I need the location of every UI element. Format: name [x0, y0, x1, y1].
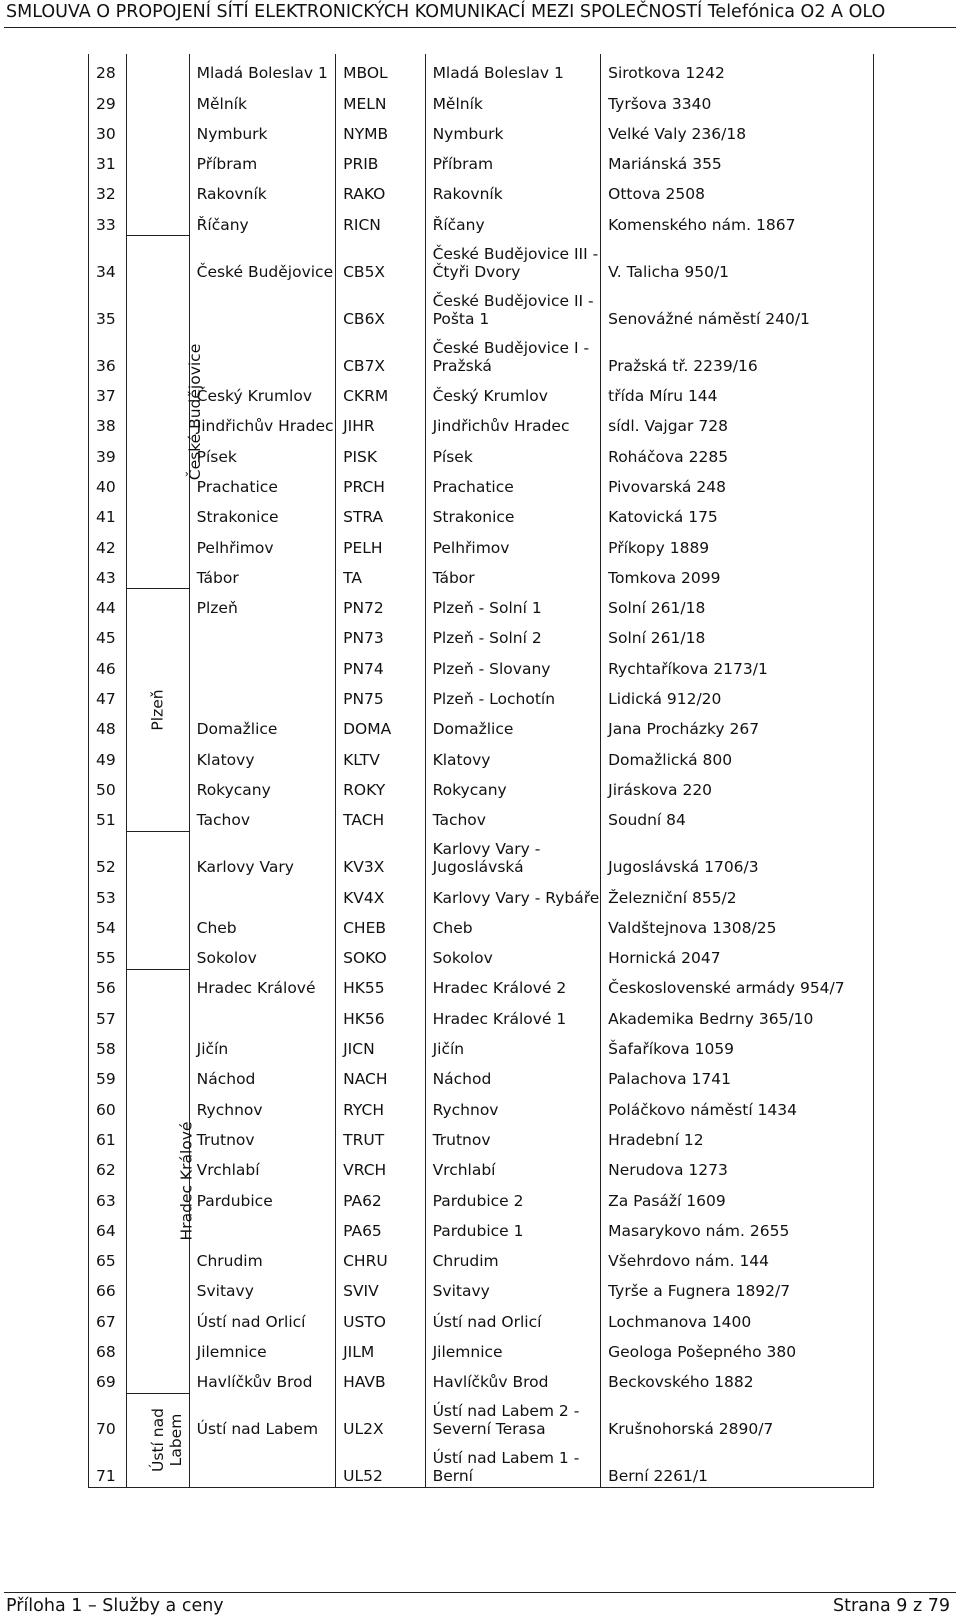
table-row [89, 407, 874, 437]
cell-city: Sokolov [189, 939, 335, 969]
cell-code: JICN [336, 1030, 425, 1060]
cell-address: Masarykovo nám. 2655 [601, 1212, 874, 1242]
table-row [89, 437, 874, 467]
cell-no: 68 [89, 1333, 127, 1363]
cell-code: SVIV [336, 1272, 425, 1302]
table-row [89, 1302, 874, 1332]
cell-site: Plzeň - Lochotín [425, 680, 601, 710]
cell-site: Ústí nad Labem 1 - Berní [425, 1440, 601, 1487]
cell-address: V. Talicha 950/1 [601, 236, 874, 283]
cell-no: 57 [89, 999, 127, 1029]
cell-city: Písek [189, 437, 335, 467]
cell-no: 46 [89, 649, 127, 679]
cell-city: Nymburk [189, 115, 335, 145]
table-row [89, 649, 874, 679]
cell-site: Chrudim [425, 1242, 601, 1272]
cell-city: Hradec Králové [189, 969, 335, 999]
cell-address: Poláčkovo náměstí 1434 [601, 1090, 874, 1120]
cell-address: Berní 2261/1 [601, 1440, 874, 1487]
cell-city [189, 330, 335, 377]
cell-city: Pelhřimov [189, 528, 335, 558]
cell-site: Český Krumlov [425, 377, 601, 407]
cell-city: Mladá Boleslav 1 [189, 54, 335, 84]
cell-city: Trutnov [189, 1121, 335, 1151]
cell-address: Lidická 912/20 [601, 680, 874, 710]
cell-code: UL52 [336, 1440, 425, 1487]
cell-site: Ústí nad Orlicí [425, 1302, 601, 1332]
cell-address: Pražská tř. 2239/16 [601, 330, 874, 377]
cell-site: Plzeň - Solní 2 [425, 619, 601, 649]
cell-address: Příkopy 1889 [601, 528, 874, 558]
cell-code: RAKO [336, 175, 425, 205]
cell-address: Tomkova 2099 [601, 559, 874, 589]
cell-site: Rychnov [425, 1090, 601, 1120]
cell-address: Tyrše a Fugnera 1892/7 [601, 1272, 874, 1302]
table-row [89, 330, 874, 377]
cell-site: Svitavy [425, 1272, 601, 1302]
table-row [89, 528, 874, 558]
cell-address: Valdštejnova 1308/25 [601, 909, 874, 939]
cell-city: Tábor [189, 559, 335, 589]
cell-site: Říčany [425, 205, 601, 235]
cell-code: UL2X [336, 1393, 425, 1440]
table-row [89, 1181, 874, 1211]
table-row [89, 680, 874, 710]
cell-address: Komenského nám. 1867 [601, 205, 874, 235]
cell-site: Jičín [425, 1030, 601, 1060]
cell-code: CHRU [336, 1242, 425, 1272]
cell-site: České Budějovice II - Pošta 1 [425, 283, 601, 330]
region-label: Hradec Králové [177, 1121, 196, 1241]
cell-code: PISK [336, 437, 425, 467]
cell-city: České Budějovice [189, 236, 335, 283]
cell-no: 34 [89, 236, 127, 283]
exchange-table [88, 54, 874, 1488]
cell-code: PELH [336, 528, 425, 558]
cell-site: Vrchlabí [425, 1151, 601, 1181]
region-label: České Budějovice [186, 344, 205, 481]
cell-no: 56 [89, 969, 127, 999]
region-cell [127, 831, 190, 969]
table-row [89, 801, 874, 831]
cell-city: Chrudim [189, 1242, 335, 1272]
cell-site: Tábor [425, 559, 601, 589]
cell-address: Železniční 855/2 [601, 878, 874, 908]
cell-address: Krušnohorská 2890/7 [601, 1393, 874, 1440]
cell-city: Prachatice [189, 468, 335, 498]
cell-address: Palachova 1741 [601, 1060, 874, 1090]
cell-city: Cheb [189, 909, 335, 939]
cell-address: Senovážné náměstí 240/1 [601, 283, 874, 330]
cell-no: 64 [89, 1212, 127, 1242]
cell-city: Svitavy [189, 1272, 335, 1302]
cell-code: PN74 [336, 649, 425, 679]
table-row [89, 740, 874, 770]
cell-no: 67 [89, 1302, 127, 1332]
cell-no: 50 [89, 771, 127, 801]
table-row [89, 1090, 874, 1120]
cell-address: Československé armády 954/7 [601, 969, 874, 999]
cell-site: Karlovy Vary - Jugoslávská [425, 831, 601, 878]
cell-site: Plzeň - Slovany [425, 649, 601, 679]
table-row [89, 115, 874, 145]
cell-no: 35 [89, 283, 127, 330]
cell-address: Nerudova 1273 [601, 1151, 874, 1181]
cell-site: Sokolov [425, 939, 601, 969]
cell-code: CKRM [336, 377, 425, 407]
table-row [89, 999, 874, 1029]
region-cell [127, 969, 196, 1393]
table-row [89, 710, 874, 740]
cell-no: 54 [89, 909, 127, 939]
cell-city: Český Krumlov [189, 377, 335, 407]
cell-city: Jindřichův Hradec [189, 407, 335, 437]
cell-address: Geologa Pošepného 380 [601, 1333, 874, 1363]
cell-no: 62 [89, 1151, 127, 1181]
cell-code: HK56 [336, 999, 425, 1029]
cell-site: Domažlice [425, 710, 601, 740]
cell-address: sídl. Vajgar 728 [601, 407, 874, 437]
cell-address: Tyršova 3340 [601, 84, 874, 114]
table-row [89, 1393, 874, 1440]
cell-city [189, 619, 335, 649]
table-row [89, 1242, 874, 1272]
region-cell [127, 236, 205, 589]
cell-no: 39 [89, 437, 127, 467]
cell-no: 55 [89, 939, 127, 969]
cell-code: HK55 [336, 969, 425, 999]
table-row [89, 498, 874, 528]
cell-city: Náchod [189, 1060, 335, 1090]
cell-no: 58 [89, 1030, 127, 1060]
cell-city [189, 1440, 335, 1487]
cell-no: 30 [89, 115, 127, 145]
cell-code: PN75 [336, 680, 425, 710]
cell-site: Havlíčkův Brod [425, 1363, 601, 1393]
table-row [89, 1212, 874, 1242]
table-row [89, 1151, 874, 1181]
table-row [89, 559, 874, 589]
cell-city: Říčany [189, 205, 335, 235]
cell-no: 59 [89, 1060, 127, 1090]
cell-no: 32 [89, 175, 127, 205]
cell-code: PN73 [336, 619, 425, 649]
cell-no: 28 [89, 54, 127, 84]
table-row [89, 619, 874, 649]
cell-code: KV3X [336, 831, 425, 878]
table-row [89, 939, 874, 969]
cell-no: 41 [89, 498, 127, 528]
cell-code: STRA [336, 498, 425, 528]
cell-city: Mělník [189, 84, 335, 114]
table-row [89, 589, 874, 619]
cell-city [189, 680, 335, 710]
cell-site: Náchod [425, 1060, 601, 1090]
cell-no: 40 [89, 468, 127, 498]
cell-no: 69 [89, 1363, 127, 1393]
table-row [89, 175, 874, 205]
cell-no: 38 [89, 407, 127, 437]
cell-city: Ústí nad Labem [189, 1393, 335, 1440]
cell-city: Klatovy [189, 740, 335, 770]
cell-code: RICN [336, 205, 425, 235]
cell-no: 66 [89, 1272, 127, 1302]
cell-city: Havlíčkův Brod [189, 1363, 335, 1393]
region-label: Plzeň [148, 689, 167, 731]
cell-site: Cheb [425, 909, 601, 939]
cell-city: Jilemnice [189, 1333, 335, 1363]
cell-no: 45 [89, 619, 127, 649]
footer-left: Příloha 1 – Služby a ceny [6, 1596, 224, 1616]
cell-city: Tachov [189, 801, 335, 831]
cell-site: Klatovy [425, 740, 601, 770]
cell-address: Akademika Bedrny 365/10 [601, 999, 874, 1029]
cell-site: Mělník [425, 84, 601, 114]
cell-code: USTO [336, 1302, 425, 1332]
cell-no: 48 [89, 710, 127, 740]
footer-page-number: Strana 9 z 79 [833, 1596, 950, 1616]
cell-address: Všehrdovo nám. 144 [601, 1242, 874, 1272]
cell-no: 37 [89, 377, 127, 407]
cell-site: Nymburk [425, 115, 601, 145]
cell-city [189, 878, 335, 908]
cell-city: Plzeň [189, 589, 335, 619]
table-row [89, 1060, 874, 1090]
cell-address: Roháčova 2285 [601, 437, 874, 467]
table-row [89, 1121, 874, 1151]
region-cell [127, 54, 190, 236]
cell-code: NYMB [336, 115, 425, 145]
document-header: SMLOUVA O PROPOJENÍ SÍTÍ ELEKTRONICKÝCH KOMUNIKACÍ MEZI SPOLEČNOSTÍ Telefónica O2 A OLO [6, 2, 886, 22]
table-row [89, 145, 874, 175]
cell-address: Velké Valy 236/18 [601, 115, 874, 145]
cell-site: Prachatice [425, 468, 601, 498]
table-row [89, 377, 874, 407]
header-divider [4, 27, 956, 28]
cell-code: TA [336, 559, 425, 589]
cell-address: Katovická 175 [601, 498, 874, 528]
cell-site: Jilemnice [425, 1333, 601, 1363]
cell-site: České Budějovice I - Pražská [425, 330, 601, 377]
cell-code: CB5X [336, 236, 425, 283]
cell-no: 33 [89, 205, 127, 235]
cell-address: Hornická 2047 [601, 939, 874, 969]
cell-address: Rychtaříkova 2173/1 [601, 649, 874, 679]
cell-address: Domažlická 800 [601, 740, 874, 770]
cell-address: třída Míru 144 [601, 377, 874, 407]
cell-site: Pardubice 1 [425, 1212, 601, 1242]
cell-site: Karlovy Vary - Rybáře [425, 878, 601, 908]
cell-address: Pivovarská 248 [601, 468, 874, 498]
table-row [89, 831, 874, 878]
table-row [89, 969, 874, 999]
table-row [89, 1272, 874, 1302]
table-row [89, 1030, 874, 1060]
cell-site: Trutnov [425, 1121, 601, 1151]
cell-no: 29 [89, 84, 127, 114]
cell-no: 42 [89, 528, 127, 558]
cell-no: 65 [89, 1242, 127, 1272]
table-row [89, 771, 874, 801]
cell-code: KV4X [336, 878, 425, 908]
cell-address: Solní 261/18 [601, 619, 874, 649]
cell-code: ROKY [336, 771, 425, 801]
region-label: Ústí nad Labem [149, 1408, 186, 1473]
cell-no: 44 [89, 589, 127, 619]
cell-address: Mariánská 355 [601, 145, 874, 175]
cell-code: HAVB [336, 1363, 425, 1393]
cell-no: 49 [89, 740, 127, 770]
table-row [89, 878, 874, 908]
cell-site: Jindřichův Hradec [425, 407, 601, 437]
cell-no: 61 [89, 1121, 127, 1151]
cell-code: CB6X [336, 283, 425, 330]
cell-site: Tachov [425, 801, 601, 831]
cell-code: PN72 [336, 589, 425, 619]
cell-no: 71 [89, 1440, 127, 1487]
cell-city: Rychnov [189, 1090, 335, 1120]
cell-site: Příbram [425, 145, 601, 175]
cell-site: Ústí nad Labem 2 - Severní Terasa [425, 1393, 601, 1440]
cell-no: 43 [89, 559, 127, 589]
cell-site: Hradec Králové 2 [425, 969, 601, 999]
cell-city: Vrchlabí [189, 1151, 335, 1181]
cell-address: Soudní 84 [601, 801, 874, 831]
cell-code: CB7X [336, 330, 425, 377]
cell-no: 70 [89, 1393, 127, 1440]
cell-no: 63 [89, 1181, 127, 1211]
cell-code: KLTV [336, 740, 425, 770]
cell-city: Ústí nad Orlicí [189, 1302, 335, 1332]
cell-city: Rakovník [189, 175, 335, 205]
cell-address: Sirotkova 1242 [601, 54, 874, 84]
cell-address: Jiráskova 220 [601, 771, 874, 801]
cell-no: 52 [89, 831, 127, 878]
cell-site: Hradec Králové 1 [425, 999, 601, 1029]
cell-city: Strakonice [189, 498, 335, 528]
cell-no: 60 [89, 1090, 127, 1120]
cell-no: 36 [89, 330, 127, 377]
cell-code: PA62 [336, 1181, 425, 1211]
table-row [89, 1333, 874, 1363]
cell-city [189, 283, 335, 330]
cell-code: PRIB [336, 145, 425, 175]
cell-city: Příbram [189, 145, 335, 175]
cell-address: Za Pasáží 1609 [601, 1181, 874, 1211]
cell-site: Písek [425, 437, 601, 467]
cell-address: Jugoslávská 1706/3 [601, 831, 874, 878]
table-row [89, 205, 874, 235]
cell-code: RYCH [336, 1090, 425, 1120]
cell-site: Pelhřimov [425, 528, 601, 558]
cell-address: Šafaříkova 1059 [601, 1030, 874, 1060]
cell-code: NACH [336, 1060, 425, 1090]
cell-code: JILM [336, 1333, 425, 1363]
cell-code: CHEB [336, 909, 425, 939]
cell-city: Karlovy Vary [189, 831, 335, 878]
cell-no: 47 [89, 680, 127, 710]
cell-code: PA65 [336, 1212, 425, 1242]
table-row [89, 1440, 874, 1487]
cell-city [189, 1212, 335, 1242]
table-row [89, 468, 874, 498]
table-row [89, 236, 874, 283]
cell-code: MBOL [336, 54, 425, 84]
cell-address: Solní 261/18 [601, 589, 874, 619]
cell-address: Ottova 2508 [601, 175, 874, 205]
table-row [89, 283, 874, 330]
cell-site: Pardubice 2 [425, 1181, 601, 1211]
table-row [89, 84, 874, 114]
cell-site: Rakovník [425, 175, 601, 205]
cell-code: JIHR [336, 407, 425, 437]
cell-city [189, 649, 335, 679]
cell-address: Beckovského 1882 [601, 1363, 874, 1393]
cell-address: Hradební 12 [601, 1121, 874, 1151]
table-row [89, 54, 874, 84]
cell-no: 31 [89, 145, 127, 175]
cell-code: VRCH [336, 1151, 425, 1181]
cell-city: Domažlice [189, 710, 335, 740]
cell-city: Pardubice [189, 1181, 335, 1211]
cell-site: Strakonice [425, 498, 601, 528]
cell-code: PRCH [336, 468, 425, 498]
cell-code: TACH [336, 801, 425, 831]
region-cell [127, 1393, 190, 1487]
table-row [89, 1363, 874, 1393]
cell-city: Rokycany [189, 771, 335, 801]
cell-site: České Budějovice III - Čtyři Dvory [425, 236, 601, 283]
cell-address: Lochmanova 1400 [601, 1302, 874, 1332]
cell-no: 51 [89, 801, 127, 831]
cell-code: TRUT [336, 1121, 425, 1151]
region-cell [127, 589, 190, 831]
cell-city: Jičín [189, 1030, 335, 1060]
cell-code: SOKO [336, 939, 425, 969]
cell-site: Rokycany [425, 771, 601, 801]
cell-city [189, 999, 335, 1029]
cell-code: DOMA [336, 710, 425, 740]
cell-address: Jana Procházky 267 [601, 710, 874, 740]
table-row [89, 909, 874, 939]
cell-code: MELN [336, 84, 425, 114]
footer-divider [4, 1592, 956, 1593]
cell-site: Mladá Boleslav 1 [425, 54, 601, 84]
cell-no: 53 [89, 878, 127, 908]
cell-site: Plzeň - Solní 1 [425, 589, 601, 619]
